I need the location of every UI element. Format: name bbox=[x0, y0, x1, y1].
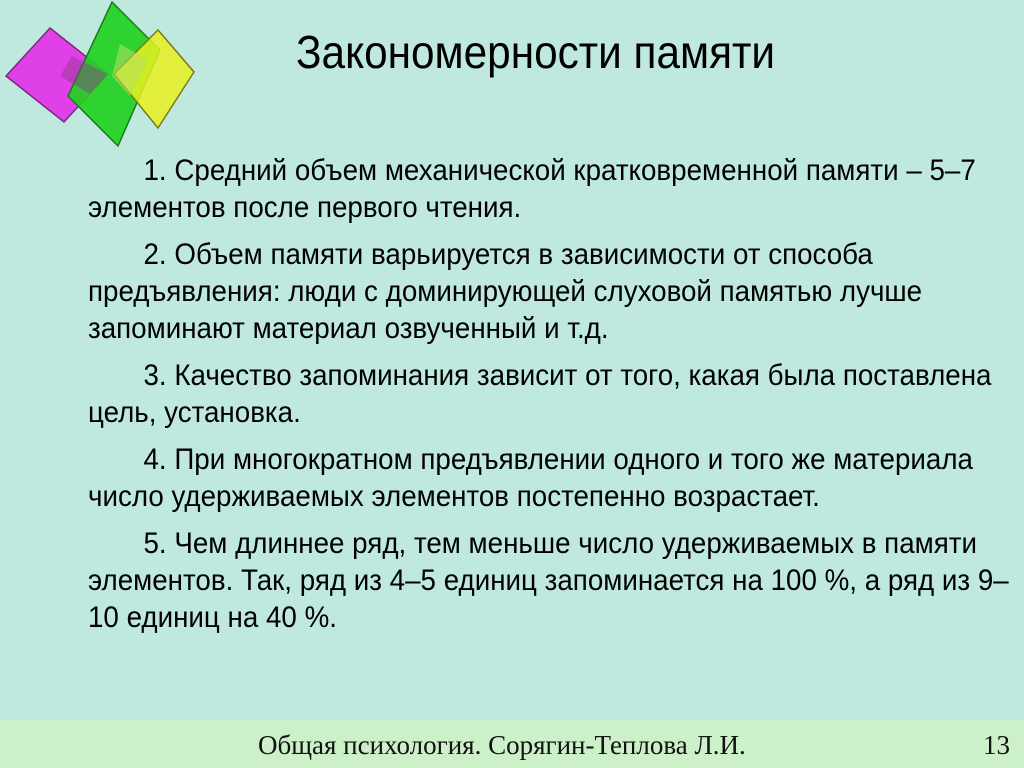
paragraph-5: 5. Чем длиннее ряд, тем меньше число удерживаемых в памяти элементов. Так, ряд из 4–5 единиц запоминается на 100 %, а ряд из 9–10 единиц на 40 %. bbox=[88, 527, 1009, 634]
slide-title: Закономерности памяти bbox=[296, 26, 776, 78]
footer-band bbox=[0, 720, 1024, 768]
slide-body bbox=[88, 152, 1013, 646]
footer-author: Общая психология. Сорягин-Теплова Л.И. bbox=[258, 730, 746, 760]
page-number: 13 bbox=[983, 730, 1010, 760]
diamond-logo-icon bbox=[0, 0, 200, 160]
paragraph-2: 2. Объем памяти варьируется в зависимости от способа предъявления: люди с доминирующей слуховой памятью лучше запоминают материал озвученный и т.д. bbox=[88, 238, 923, 345]
paragraph-3: 3. Качество запоминания зависит от того, какая была поставлена цель, установка. bbox=[88, 359, 992, 429]
paragraph-1: 1. Средний объем механической кратковременной памяти – 5–7 элементов после первого чтения. bbox=[88, 154, 976, 224]
paragraph-4: 4. При многократном предъявлении одного и того же материала число удерживаемых элементов постепенно возрастает. bbox=[88, 443, 973, 513]
